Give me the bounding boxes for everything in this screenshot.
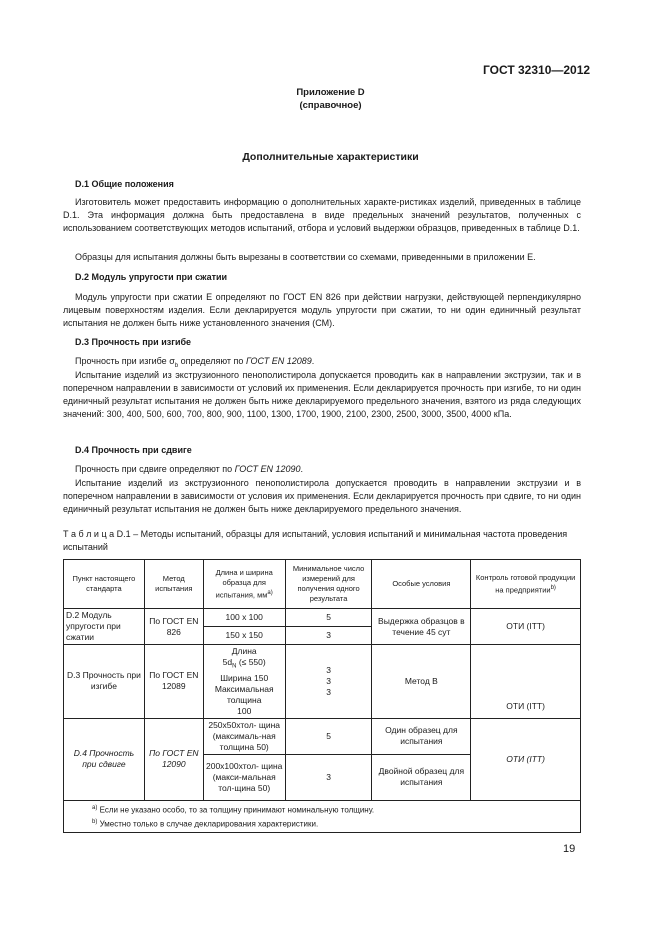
section-d1-paragraph-1: Изготовитель может предоставить информацию о дополнительных характе-ристиках изделий, приведенных в таблице D.1. Эта информация должна быть предоставлена в виде предельных значений результатов, полученных с использованием соответствующих методов испытаний, отбора и условий выдержки образцов, приведенных в таблице D.1. xyxy=(63,197,581,233)
table-row xyxy=(64,645,581,719)
cell-clause: D.2 Модуль упругости при сжатии xyxy=(64,609,145,645)
page-number: 19 xyxy=(563,843,576,855)
section-d3-paragraph-1: Прочность при изгибе $\sigma_b$ определяют по ГОСТ EN 12089. xyxy=(75,356,315,369)
section-d4-paragraph-1: Прочность при сдвиге определяют по ГОСТ EN 12090. xyxy=(75,464,303,474)
footnote-a: $^{а)}$ Если не указано особо, то за толщину принимают номинальную толщину. xyxy=(92,804,375,815)
header-clause: Пункт настоящего стандарта xyxy=(64,560,145,609)
table-row xyxy=(64,609,581,627)
cell-conditions: Один образец для испытания xyxy=(372,718,471,754)
header-method: Метод испытания xyxy=(144,560,203,609)
header-count: Минимальное число измерений для получения одного результата xyxy=(285,560,372,609)
cell-count: 3 3 3 xyxy=(285,645,372,719)
table-footnotes-row xyxy=(64,800,581,832)
header-fpc: Контроль готовой продукции на предприятии$^{b)}$ xyxy=(471,560,581,609)
cell-clause: D.3 Прочность при изгибе xyxy=(64,645,145,719)
cell-size: 100 х 100 xyxy=(203,609,285,627)
table-caption: Т а б л и ц а D.1 – Методы испытаний, образцы для испытаний, условия испытаний и минимальная частота проведения испытаний xyxy=(63,529,568,552)
cell-method: По ГОСТ EN 12089 xyxy=(144,645,203,719)
cell-size: 150 х 150 xyxy=(203,627,285,645)
section-d2-heading: D.2 Модуль упругости при сжатии xyxy=(75,272,228,282)
cell-size: 250х50хтол- щина (максималь-ная толщина 50) xyxy=(203,718,285,754)
cell-clause: D.4 Прочность при сдвиге xyxy=(64,718,145,800)
cell-fpc: ОТИ (ITT) xyxy=(471,609,581,645)
section-d3-heading: D.3 Прочность при изгибе xyxy=(75,337,192,347)
cell-count: 5 xyxy=(285,718,372,754)
annex-heading xyxy=(0,86,661,112)
section-d4-paragraph-2: Испытание изделий из экструзионного пенополистирола допускается проводить в направлении экструзии и в поперечном направлении в зависимости от условия их применения. Если декларируется прочность при сдвиге, то ни один единичный результат испытания не должен быть ниже декларируемого предельного значения. xyxy=(63,478,581,514)
cell-conditions: Выдержка образцов в течение 45 сут xyxy=(372,609,471,645)
cell-method: По ГОСТ EN 12090 xyxy=(144,718,203,800)
cell-conditions: Двойной образец для испытания xyxy=(372,754,471,800)
cell-size: 200х100хтол- щина (макси-мальная тол-щина 50) xyxy=(203,754,285,800)
cell-method: По ГОСТ EN 826 xyxy=(144,609,203,645)
page-title: Дополнительные характеристики xyxy=(242,151,419,163)
section-d1-paragraph-2: Образцы для испытания должны быть вырезаны в соответствии со схемами, приведенными в приложении Е. xyxy=(75,252,536,262)
table-footnotes xyxy=(64,800,581,832)
section-d2-paragraph-1: Модуль упругости при сжатии Е определяют по ГОСТ EN 826 при действии нагрузки, действующей перпендикулярно лицевым поверхностям изделия. Если декларируется модуль упругости при сжатии, то ни один единичный результат испытания не должен быть ниже установленного значения (СМ). xyxy=(63,292,581,328)
header-conditions: Особые условия xyxy=(372,560,471,609)
cell-count: 5 xyxy=(285,609,372,627)
cell-count: 3 xyxy=(285,754,372,800)
cell-fpc: ОТИ (ITT) xyxy=(471,718,581,800)
annex-subtitle: (справочное) xyxy=(299,100,362,111)
table-row xyxy=(64,718,581,754)
table-header-row xyxy=(64,560,581,609)
footnote-b: $^{b)}$ Уместно только в случае декларирования характеристики. xyxy=(92,819,319,829)
cell-fpc: ОТИ (ITT) xyxy=(471,645,581,719)
standard-number: ГОСТ 32310—2012 xyxy=(483,63,591,77)
annex-title: Приложение D xyxy=(296,87,365,98)
cell-conditions: Метод В xyxy=(372,645,471,719)
section-d1-heading: D.1 Общие положения xyxy=(75,179,174,189)
section-d4-heading: D.4 Прочность при сдвиге xyxy=(75,445,192,455)
header-size: Длина и ширина образца для испытания, $мм^{а)}$ xyxy=(203,560,285,609)
methods-table xyxy=(63,559,581,833)
section-d3-paragraph-2: Испытание изделий из экструзионного пенополистирола допускается проводить как в направлении экструзии, так и в поперечном направлении в зависимости от условий их применения. Если декларируется прочность при изгибе, то ни один единичный результат испытания не должен быть ниже декларируемого предельного значения, взятого из ряда следующих значений: 300, 400, 500, 600, 700, 800, 900, 1100, 1300, 1700, 1900, 2100, 2300, 2500, 3000, 3500, 4000 кПа. xyxy=(63,370,581,419)
cell-count: 3 xyxy=(285,627,372,645)
cell-size: Длина $5d_N$ (≤ 550) Ширина 150 Максимальная толщина 100 xyxy=(203,645,285,719)
